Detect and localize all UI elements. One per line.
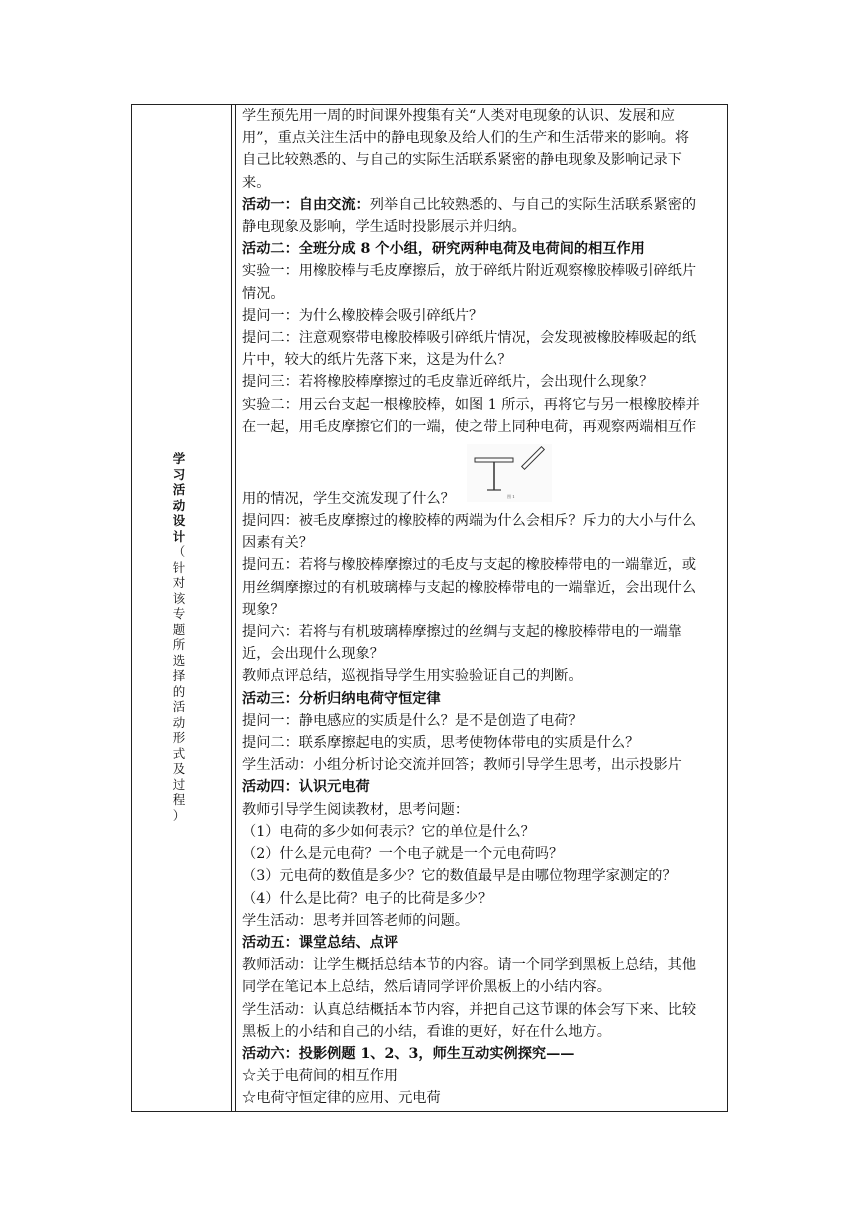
label-char: 形 [172,730,186,745]
label-char: 计 [172,528,186,544]
label-char: 学 [172,451,186,466]
label-char: 动 [172,497,186,513]
line-text: 黑板上的小结和自己的小结，看谁的更好，好在什么地方。 [242,1023,611,1040]
content-line [242,932,724,954]
line-text: 提问一：静电感应的实质是什么？是不是创造了电荷？ [242,712,583,729]
content-line [242,1065,724,1087]
line-text: 提问二：注意观察带电橡胶棒吸引碎纸片情况，会发现被橡胶棒吸起的纸 [242,330,697,347]
label-char: 式 [172,745,186,761]
rubber-rod-stand-figure [467,444,552,502]
content-line [242,1043,724,1065]
figure-caption: 图 1 [507,494,515,500]
line-text: （3）元电荷的数值是多少？它的数值最早是由哪位物理学家测定的？ [242,868,677,885]
content-line [242,238,724,260]
line-text: 用丝绸摩擦过的有机玻璃棒与支起的橡胶棒带电的一端靠近，会出现什么 [242,579,697,596]
content-line [242,105,724,127]
content-line [242,416,724,438]
content-line [242,732,724,754]
content-line [242,621,724,643]
content-line [242,305,724,327]
content-line [242,999,724,1021]
line-text: 学生活动：思考并回答老师的问题。 [242,912,470,929]
line-text: 提问五：若将与橡胶棒摩擦过的毛皮与支起的橡胶棒带电的一端靠近，或 [242,557,697,574]
line-text: 实验一：用橡胶棒与毛皮摩擦后，放于碎纸片附近观察橡胶棒吸引碎纸片 [242,263,697,280]
line-text: 提问二：联系摩擦起电的实质，思考使物体带电的实质是什么？ [242,735,640,752]
line-text: ☆电荷守恒定律的应用、元电荷 [242,1090,441,1107]
line-text: 因素有关？ [242,535,313,552]
line-text: 情况。 [242,285,285,302]
content-line [242,976,724,998]
activity-heading: 活动一：自由交流： [242,196,370,213]
label-char: 题 [172,621,186,637]
content-line [242,510,724,532]
content-line [242,394,724,416]
line-text: 教师点评总结，巡视指导学生用实验验证自己的判断。 [242,668,583,685]
label-char: 所 [172,637,186,652]
content-line [242,643,724,665]
content-line [242,260,724,282]
line-text: 教师引导学生阅读教材，思考问题： [242,801,470,818]
label-char: 过 [172,776,186,792]
line-text: ☆关于电荷间的相互作用 [242,1068,399,1085]
content-line [242,371,724,393]
line-text: 提问四：被毛皮摩擦过的橡胶棒的两端为什么会相斥？斥力的大小与什么 [242,513,697,530]
line-text: （4）什么是比荷？电子的比荷是多少？ [242,890,493,907]
line-text: 学生活动：认真总结概括本节内容，并把自己这节课的体会写下来、比较 [242,1001,697,1018]
content-line [242,1087,724,1109]
activity-table [131,104,728,1112]
label-char: 动 [172,714,186,730]
line-text: 教师活动：让学生概括总结本节的内容。请一个同学到黑板上总结，其他 [242,957,697,974]
content-line [242,754,724,776]
label-char: 及 [172,761,186,776]
label-char: （ [172,544,186,559]
content-line [242,216,724,238]
content-line [242,799,724,821]
figure-line-text: 用的情况，学生交流发现了什么？ [242,490,455,507]
line-text: 活动五：课堂总结、点评 [242,934,399,951]
content-line [242,194,724,216]
line-text: 学生活动：小组分析讨论交流并回答；教师引导学生思考，出示投影片 [242,757,682,774]
content-line [242,888,724,910]
label-char: 的 [172,683,186,699]
label-char: 专 [172,606,186,621]
vertical-label [170,451,188,823]
column-divider [231,105,232,1111]
label-title [170,451,188,544]
label-char: 对 [172,575,186,590]
label-char: 活 [172,482,186,497]
line-text: 列举自己比较熟悉的、与自己的实际生活联系紧密的 [369,196,697,213]
label-char: 该 [172,590,186,606]
content-line [242,954,724,976]
content-line [242,821,724,843]
line-text: 提问三：若将橡胶棒摩擦过的毛皮靠近碎纸片，会出现什么现象？ [242,374,654,391]
label-char: 针 [172,559,186,575]
content-line [242,577,724,599]
line-text: 静电现象及影响，学生适时投影展示并归纳。 [242,219,526,236]
label-char: 设 [172,513,186,528]
content-line [242,1021,724,1043]
line-text: 活动二：全班分成 8 个小组，研究两种电荷及电荷间的相互作用 [242,241,645,258]
line-text: 提问一：为什么橡胶棒会吸引碎纸片？ [242,307,484,324]
content-line [242,865,724,887]
label-note [170,544,188,823]
line-text: 活动四：认识元电荷 [242,779,370,796]
label-char: 活 [172,699,186,714]
line-text: 现象？ [242,601,285,618]
content-line [242,688,724,710]
content-line [242,127,724,149]
content-line [242,149,724,171]
line-text: 用”，重点关注生活中的静电现象及给人们的生产和生活带来的影响。将 [242,130,690,147]
label-char: 习 [172,466,186,482]
line-text: 活动三：分析归纳电荷守恒定律 [242,690,441,707]
content-line [242,327,724,349]
content-line [242,665,724,687]
line-text: 来。 [242,174,271,191]
content-line [242,283,724,305]
label-char: 选 [172,652,186,668]
line-text: 近，会出现什么现象？ [242,646,384,663]
line-text: 在一起，用毛皮摩擦它们的一端，使之带上同种电荷，再观察两端相互作 [242,418,697,435]
content-line [242,532,724,554]
line-text: （1）电荷的多少如何表示？它的单位是什么？ [242,823,535,840]
label-char: ） [172,807,186,823]
content-line [242,599,724,621]
column-divider-inner [235,105,236,1111]
line-text: 学生预先用一周的时间课外搜集有关“人类对电现象的认识、发展和应 [242,108,675,124]
figure-line [242,438,724,510]
content-line [242,843,724,865]
line-text: 实验二：用云台支起一根橡胶棒，如图 1 所示，再将它与另一根橡胶棒并 [242,396,700,413]
line-text: 同学在笔记本上总结，然后请同学评价黑板上的小结内容。 [242,979,611,996]
line-text: 活动六：投影例题 1、2、3，师生互动实例探究—— [242,1045,575,1062]
label-char: 择 [172,668,186,683]
content-cell [242,105,724,1110]
content-line [242,910,724,932]
label-char: 程 [172,792,186,807]
content-line [242,172,724,194]
content-line [242,554,724,576]
content-line [242,349,724,371]
line-text: 自己比较熟悉的、与自己的实际生活联系紧密的静电现象及影响记录下 [242,152,682,169]
label-cell [132,105,231,1111]
line-text: 片中，较大的纸片先落下来，这是为什么？ [242,352,512,369]
content-line [242,776,724,798]
line-text: 提问六：若将与有机玻璃棒摩擦过的丝绸与支起的橡胶棒带电的一端靠 [242,624,682,641]
content-line [242,710,724,732]
line-text: （2）什么是元电荷？一个电子就是一个元电荷吗？ [242,846,564,863]
